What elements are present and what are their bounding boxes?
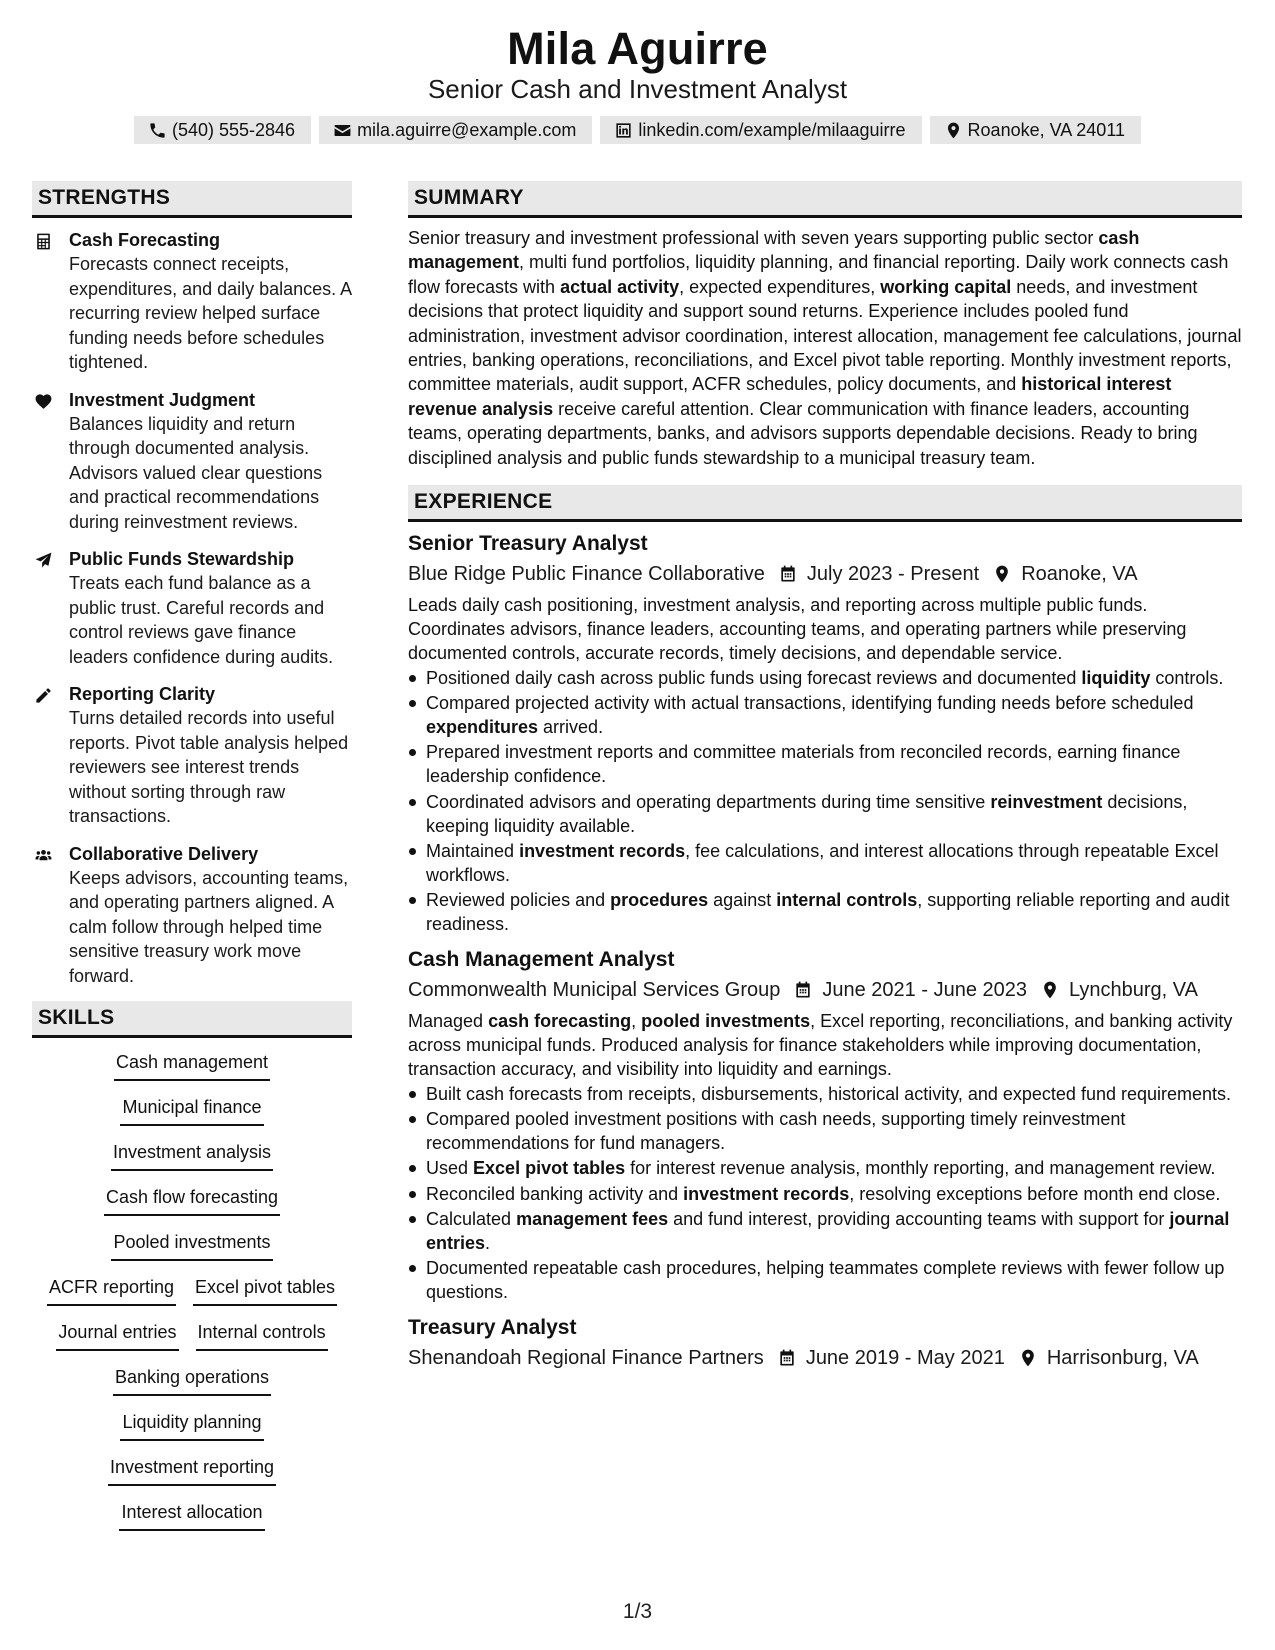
job-location xyxy=(1018,1343,1199,1373)
calendar-icon xyxy=(777,1348,797,1368)
bullet-text: Prepared investment reports and committee materials from reconciled records, earning finance leadership confidence. xyxy=(426,742,1181,787)
job-meta xyxy=(408,975,1242,1005)
job-description: Managed cash forecasting, pooled investments, Excel reporting, reconciliations, and banking activity across municipal funds. Produced analysis for finance stakeholders while improving documentation, transaction accuracy, and visibility into liquidity and earnings. xyxy=(408,1011,1233,1079)
job-dates xyxy=(778,559,979,589)
strength-title: Public Funds Stewardship xyxy=(69,549,295,569)
bullet-dot xyxy=(408,888,426,936)
contact-phone[interactable] xyxy=(134,116,311,144)
map-pin-icon xyxy=(1040,980,1060,1000)
job-title: Cash Management Analyst xyxy=(408,948,675,971)
bold-keyword: management fees xyxy=(516,1208,669,1229)
bullet-dot xyxy=(408,691,426,739)
contact-location-text: Roanoke, VA 24011 xyxy=(967,119,1126,140)
bold-keyword: actual activity xyxy=(560,276,680,297)
strength-item xyxy=(32,388,352,535)
bold-keyword: internal controls xyxy=(776,890,918,910)
experience-heading: EXPERIENCE xyxy=(408,485,1242,522)
bullet-text: Reconciled banking activity and investment records, resolving exceptions before month end close. xyxy=(426,1183,1221,1204)
contact-linkedin[interactable] xyxy=(600,116,921,144)
skill-tag: Interest allocation xyxy=(119,1500,264,1531)
map-pin-icon xyxy=(992,564,1012,584)
bullet-dot xyxy=(408,839,426,887)
linkedin-icon xyxy=(614,121,633,140)
bullet-text: Compared pooled investment positions with cash needs, supporting timely reinvestment recommendations for fund managers. xyxy=(426,1109,1126,1154)
bullet-dot xyxy=(408,1182,426,1206)
skill-row xyxy=(32,1230,352,1275)
bullet-dot xyxy=(408,790,426,838)
contact-email-text: mila.aguirre@example.com xyxy=(357,119,577,140)
bullet-item xyxy=(408,1156,1242,1180)
bullet-dot xyxy=(408,1107,426,1155)
skill-row xyxy=(32,1500,352,1545)
skill-tag: Liquidity planning xyxy=(120,1410,263,1441)
job-dates-text: July 2023 - Present xyxy=(806,563,980,586)
skill-row xyxy=(32,1275,352,1320)
skill-row xyxy=(32,1410,352,1455)
skill-tag: Journal entries xyxy=(56,1320,178,1351)
calculator-icon xyxy=(32,228,69,375)
contact-location xyxy=(930,116,1141,144)
skill-row xyxy=(32,1185,352,1230)
skill-row xyxy=(32,1455,352,1500)
bullet-item xyxy=(408,839,1242,887)
contact-linkedin-text: linkedin.com/example/milaaguirre xyxy=(638,119,906,140)
bold-keyword: Excel pivot tables xyxy=(473,1158,626,1179)
calendar-icon xyxy=(778,564,798,584)
bold-keyword: working capital xyxy=(880,276,1012,297)
strength-item xyxy=(32,547,352,669)
strengths-heading: STRENGTHS xyxy=(32,181,352,218)
skill-tag: Banking operations xyxy=(113,1365,271,1396)
bullet-text: Positioned daily cash across public funds using forecast reviews and documented liquidity controls. xyxy=(426,668,1224,689)
bullet-item xyxy=(408,1107,1242,1155)
skill-row xyxy=(32,1365,352,1410)
strength-desc: Turns detailed records into useful reports. Pivot table analysis helped reviewers see interest trends without sorting through raw transactions. xyxy=(69,708,349,826)
bold-keyword: reinvestment xyxy=(990,791,1103,812)
bullet-text: Coordinated advisors and operating departments during time sensitive reinvestment decisions, keeping liquidity available. xyxy=(426,791,1188,836)
candidate-title: Senior Cash and Investment Analyst xyxy=(427,74,848,104)
users-icon xyxy=(32,842,69,989)
skill-row xyxy=(32,1095,352,1140)
job-location xyxy=(1040,975,1198,1005)
job-location-text: Harrisonburg, VA xyxy=(1046,1346,1199,1369)
strength-desc: Treats each fund balance as a public trust. Careful records and control reviews gave finance leaders confidence during audits. xyxy=(69,573,334,667)
job-meta xyxy=(408,1343,1242,1373)
bullet-dot xyxy=(408,1082,426,1106)
bullet-text: Compared projected activity with actual transactions, identifying funding needs before scheduled expenditures arrived. xyxy=(426,693,1194,738)
envelope-icon xyxy=(333,121,352,140)
strength-desc: Balances liquidity and return through documented analysis. Advisors valued clear questions and practical recommendations during reinvestment reviews. xyxy=(69,413,323,532)
phone-icon xyxy=(148,121,167,140)
skills-list xyxy=(32,1050,352,1545)
bullet-text: Maintained investment records, fee calculations, and interest allocations through repeatable Excel workflows. xyxy=(426,840,1219,885)
skill-tag: Cash management xyxy=(114,1050,270,1081)
pencil-icon xyxy=(32,682,69,829)
strength-desc: Keeps advisors, accounting teams, and operating partners aligned. A calm follow through helped time sensitive treasury work move forward. xyxy=(69,867,349,986)
strength-title: Investment Judgment xyxy=(69,389,256,410)
page-number: 1/3 xyxy=(622,1600,653,1623)
experience-list xyxy=(408,530,1242,1373)
bold-keyword: cash forecasting xyxy=(488,1011,632,1031)
strength-title: Collaborative Delivery xyxy=(69,843,259,864)
strength-title: Reporting Clarity xyxy=(69,684,216,704)
paper-plane-icon xyxy=(32,547,69,669)
job-entry xyxy=(408,1314,1242,1373)
contact-phone-text: (540) 555-2846 xyxy=(171,119,296,140)
candidate-name: Mila Aguirre xyxy=(507,23,768,74)
skill-tag: ACFR reporting xyxy=(47,1275,176,1306)
contact-bar xyxy=(0,116,1275,144)
bold-keyword: liquidity xyxy=(1081,668,1151,689)
strength-item xyxy=(32,682,352,829)
bullet-text: Documented repeatable cash procedures, helping teammates complete reviews with fewer follow up questions. xyxy=(426,1257,1225,1302)
bold-keyword: investment records xyxy=(519,840,686,861)
skill-row xyxy=(32,1320,352,1365)
bold-keyword: pooled investments xyxy=(641,1011,811,1031)
bullet-text: Used Excel pivot tables for interest revenue analysis, monthly reporting, and management review. xyxy=(426,1158,1216,1179)
bullet-dot xyxy=(408,1156,426,1180)
bold-keyword: expenditures xyxy=(426,717,539,738)
job-bullets xyxy=(408,1082,1242,1304)
summary-text: Senior treasury and investment professional with seven years supporting public sector cash management, multi fund portfolios, liquidity planning, and financial reporting. Daily work connects cash flow forecasts with actual activity, expected expenditures, working capital needs, and investment decisions that protect liquidity and support sound returns. Experience includes pooled fund administration, investment advisor coordination, interest allocation, management fee calculations, journal entries, banking operations, reconciliations, and Excel pivot table reporting. Monthly investment reports, committee materials, audit support, ACFR schedules, policy documents, and historical interest revenue analysis receive careful attention. Clear communication with finance leaders, accounting teams, operating departments, banks, and advisors supports dependable decisions. Ready to bring disciplined analysis and public funds stewardship to a municipal treasury team. xyxy=(408,228,1242,468)
bullet-item xyxy=(408,691,1242,739)
bullet-item xyxy=(408,1082,1242,1106)
heart-icon xyxy=(32,388,69,535)
bullet-item xyxy=(408,1182,1242,1206)
bullet-item xyxy=(408,888,1242,936)
bullet-item xyxy=(408,1256,1242,1304)
strengths-list xyxy=(32,228,352,988)
bold-keyword: cash management xyxy=(408,228,1140,273)
job-location-text: Lynchburg, VA xyxy=(1068,979,1198,1001)
bold-keyword: procedures xyxy=(610,890,709,910)
map-pin-icon xyxy=(1018,1348,1038,1368)
skill-tag: Investment analysis xyxy=(111,1140,273,1171)
strength-title: Cash Forecasting xyxy=(69,230,221,250)
job-entry xyxy=(408,530,1242,936)
map-pin-icon xyxy=(944,121,963,140)
job-company: Blue Ridge Public Finance Collaborative xyxy=(408,563,765,586)
bullet-item xyxy=(408,790,1242,838)
left-column xyxy=(32,181,352,1545)
job-location xyxy=(992,559,1137,589)
job-company: Shenandoah Regional Finance Partners xyxy=(408,1346,764,1369)
job-dates-text: June 2019 - May 2021 xyxy=(805,1346,1005,1369)
job-dates xyxy=(777,1343,1005,1373)
skill-tag: Municipal finance xyxy=(120,1095,263,1126)
skill-tag: Investment reporting xyxy=(108,1455,276,1486)
contact-email[interactable] xyxy=(319,116,592,144)
bullet-text: Built cash forecasts from receipts, disbursements, historical activity, and expected fund requirements. xyxy=(426,1084,1232,1104)
strength-item xyxy=(32,842,352,989)
job-meta xyxy=(408,559,1242,589)
bullet-text: Reviewed policies and procedures against internal controls, supporting reliable reporting and audit readiness. xyxy=(426,890,1230,934)
job-title: Treasury Analyst xyxy=(408,1315,577,1339)
bullet-dot xyxy=(408,740,426,788)
skill-tag: Excel pivot tables xyxy=(193,1275,337,1306)
bullet-dot xyxy=(408,1256,426,1304)
calendar-icon xyxy=(793,980,813,1000)
bullet-dot xyxy=(408,666,426,690)
job-title: Senior Treasury Analyst xyxy=(408,532,648,556)
skill-tag: Cash flow forecasting xyxy=(104,1185,280,1216)
job-description: Leads daily cash positioning, investment analysis, and reporting across multiple public funds. Coordinates advisors, finance leaders, accounting teams, and operating partners while preserving documented controls, accurate records, timely decisions, and dependable service. xyxy=(408,595,1187,664)
bullet-dot xyxy=(408,1207,426,1255)
bold-keyword: investment records xyxy=(683,1183,850,1204)
bullet-item xyxy=(408,1207,1242,1255)
skill-row xyxy=(32,1140,352,1185)
strength-desc: Forecasts connect receipts, expenditures, and daily balances. A recurring review helped surface funding needs before schedules tightened. xyxy=(69,254,352,372)
skill-tag: Pooled investments xyxy=(111,1230,272,1261)
skill-row xyxy=(32,1050,352,1095)
resume-header xyxy=(0,22,1275,144)
job-bullets xyxy=(408,666,1242,936)
job-dates xyxy=(793,975,1027,1005)
job-location-text: Roanoke, VA xyxy=(1021,563,1138,586)
bold-keyword: historical interest revenue analysis xyxy=(408,374,1172,419)
bullet-text: Calculated management fees and fund interest, providing accounting teams with support for journal entries. xyxy=(426,1208,1230,1253)
skills-heading: SKILLS xyxy=(32,1001,352,1038)
right-column xyxy=(408,181,1242,1373)
strength-item xyxy=(32,228,352,375)
job-entry xyxy=(408,946,1242,1304)
bold-keyword: journal entries xyxy=(426,1208,1230,1253)
summary-heading: SUMMARY xyxy=(408,181,1242,218)
job-dates-text: June 2021 - June 2023 xyxy=(822,979,1027,1001)
bullet-item xyxy=(408,740,1242,788)
bullet-item xyxy=(408,666,1242,690)
job-company: Commonwealth Municipal Services Group xyxy=(408,979,781,1001)
skill-tag: Internal controls xyxy=(196,1320,328,1351)
